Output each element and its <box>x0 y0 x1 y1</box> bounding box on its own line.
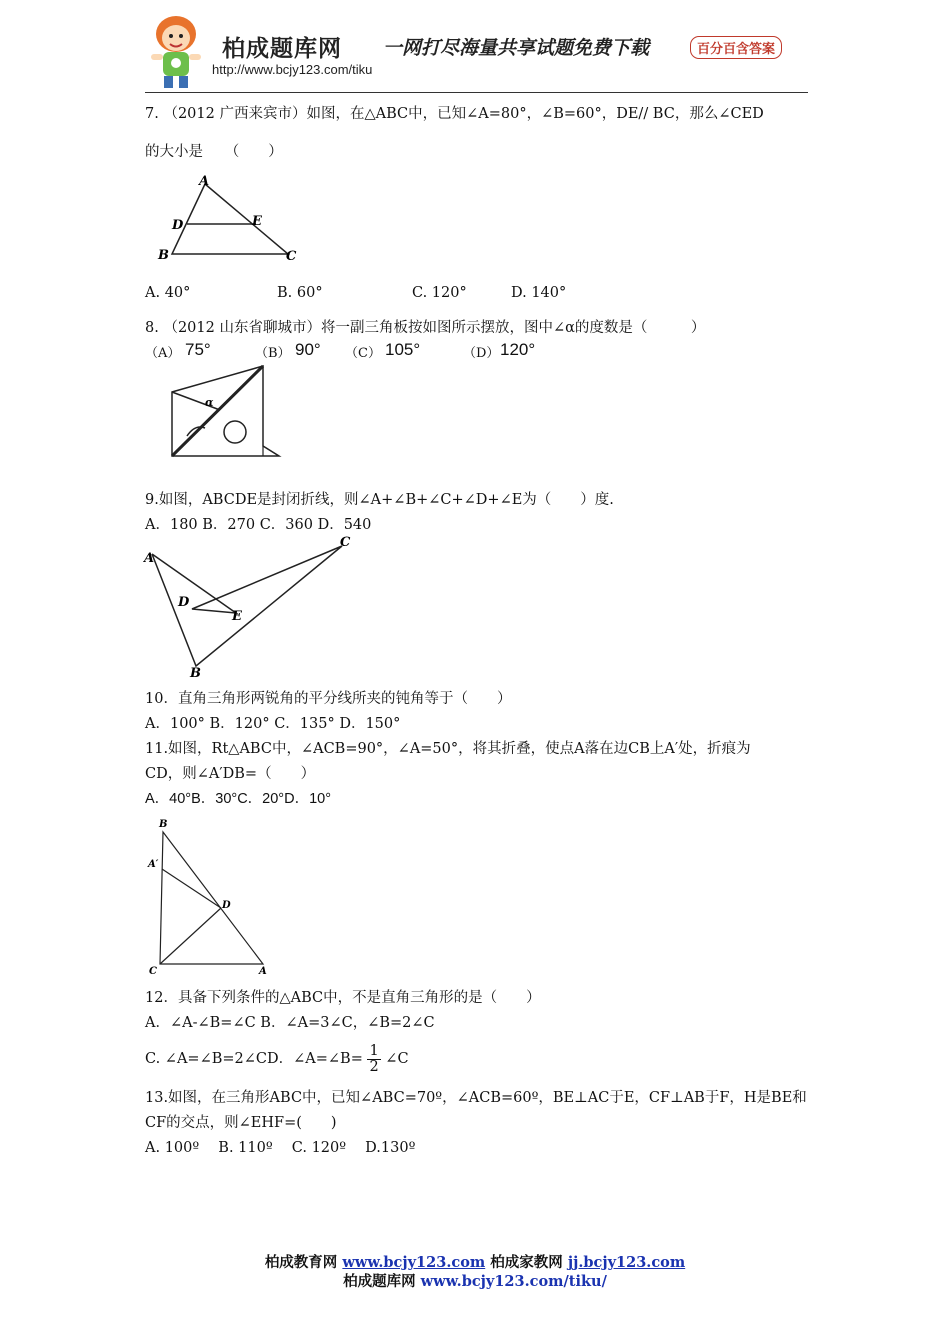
q9-options: A．180 B．270 C．360 D．540 <box>145 517 372 533</box>
q9-label-e: E <box>232 609 242 624</box>
footer-tiku-label: 柏成题库网 <box>343 1273 416 1290</box>
q12-fraction <box>367 1044 380 1075</box>
q8-option-b-label: （B） <box>255 346 291 361</box>
footer-line2 <box>0 1270 950 1291</box>
q11-stem-line1: 11.如图，Rt△ABC中，∠ACB=90°，∠A=50°，将其折叠，使点A落在边CB上A′处，折痕为 <box>145 741 751 757</box>
footer-edu-link[interactable]: www.bcjy123.com <box>342 1254 486 1271</box>
q12-options-line2 <box>145 1040 409 1078</box>
site-title: 柏成题库网 <box>222 35 342 62</box>
q8-option-d-value: 120° <box>500 340 536 359</box>
site-slogan: 一网打尽海量共享试题免费下载 <box>383 37 650 59</box>
q9-label-a: A <box>144 551 155 566</box>
q11-label-b: B <box>159 819 168 830</box>
q12-fraction-denominator: 2 <box>369 1058 379 1075</box>
q7-figure <box>150 172 310 267</box>
q8-option-c-label: （C） <box>345 346 381 361</box>
header-divider <box>145 92 808 93</box>
q13-stem-line2: CF的交点，则∠EHF=( ) <box>145 1115 337 1131</box>
q11-options: A．40°B．30°C．20°D．10° <box>145 791 331 807</box>
q8-option-c-value: 105° <box>385 340 421 359</box>
q7-label-d: D <box>172 218 184 233</box>
q7-option-c: C. 120° <box>412 285 467 301</box>
q7-label-e: E <box>252 214 262 229</box>
q12-option-d-tail: ∠C <box>385 1051 409 1067</box>
q8-stem: 8. （2012 山东省聊城市）将一副三角板按如图所示摆放，图中∠α的度数是（ ） <box>145 320 706 336</box>
q7-label-b: B <box>158 248 169 263</box>
q11-figure <box>145 814 275 980</box>
q12-options-line1: A．∠A-∠B=∠C B．∠A=3∠C，∠B=2∠C <box>145 1015 435 1031</box>
q8-label-alpha: α <box>205 396 214 409</box>
q12-fraction-numerator: 1 <box>369 1042 379 1059</box>
q7-label-a: A <box>199 174 210 189</box>
q10-options: A．100° B．120° C．135° D．150° <box>145 716 401 732</box>
q9-label-c: C <box>340 535 351 550</box>
footer-line1 <box>0 1251 950 1272</box>
q11-label-d: D <box>222 900 231 911</box>
site-url[interactable]: http://www.bcjy123.com/tiku <box>212 62 373 77</box>
q8-option-a-label: （A） <box>145 346 181 361</box>
q9-label-d: D <box>178 595 190 610</box>
q8-figure <box>165 362 285 462</box>
q7-stem-line1: 7. （2012 广西来宾市）如图，在△ABC中，已知∠A=80°，∠B=60°，DE// BC，那么∠CED <box>145 106 764 122</box>
q7-option-a: A. 40° <box>145 285 191 301</box>
q12-stem: 12．具备下列条件的△ABC中，不是直角三角形的是（ ） <box>145 990 541 1006</box>
q11-stem-line2: CD，则∠A′DB=（ ） <box>145 766 316 782</box>
q7-label-c: C <box>286 249 297 264</box>
q8-option-b-value: 90° <box>295 340 321 359</box>
q13-stem-line1: 13.如图，在三角形ABC中，已知∠ABC=70º，∠ACB=60º，BE⊥AC于E，CF⊥AB于F，H是BE和 <box>145 1090 807 1106</box>
q9-label-b: B <box>190 666 201 680</box>
q10-stem: 10．直角三角形两锐角的平分线所夹的钝角等于（ ） <box>145 691 512 707</box>
footer-tiku-link[interactable]: www.bcjy123.com/tiku/ <box>420 1273 607 1290</box>
q7-option-b: B. 60° <box>277 285 323 301</box>
q11-label-a: A <box>259 966 267 977</box>
q9-figure <box>140 534 360 680</box>
footer-edu-label: 柏成教育网 <box>264 1254 338 1271</box>
mascot-icon <box>143 8 213 92</box>
q12-option-c-d: C. ∠A=∠B=2∠CD．∠A=∠B= <box>145 1051 363 1067</box>
q7-option-d: D. 140° <box>511 285 567 301</box>
q11-label-a1: A′ <box>148 859 159 870</box>
q8-option-d-label: （D） <box>463 346 500 361</box>
q8-option-a-value: 75° <box>185 340 211 359</box>
footer-tutor-link[interactable]: jj.bcjy123.com <box>567 1254 686 1271</box>
q11-label-c: C <box>149 966 157 977</box>
q9-stem: 9.如图，ABCDE是封闭折线，则∠A+∠B+∠C+∠D+∠E为（ ）度. <box>145 492 614 508</box>
answer-badge: 百分百含答案 <box>690 36 782 59</box>
q13-options: A. 100º B. 110º C. 120º D.130º <box>145 1140 416 1156</box>
q7-stem-line2: 的大小是 （ ） <box>145 144 283 160</box>
footer-tutor-label: 柏成家教网 <box>490 1254 563 1271</box>
